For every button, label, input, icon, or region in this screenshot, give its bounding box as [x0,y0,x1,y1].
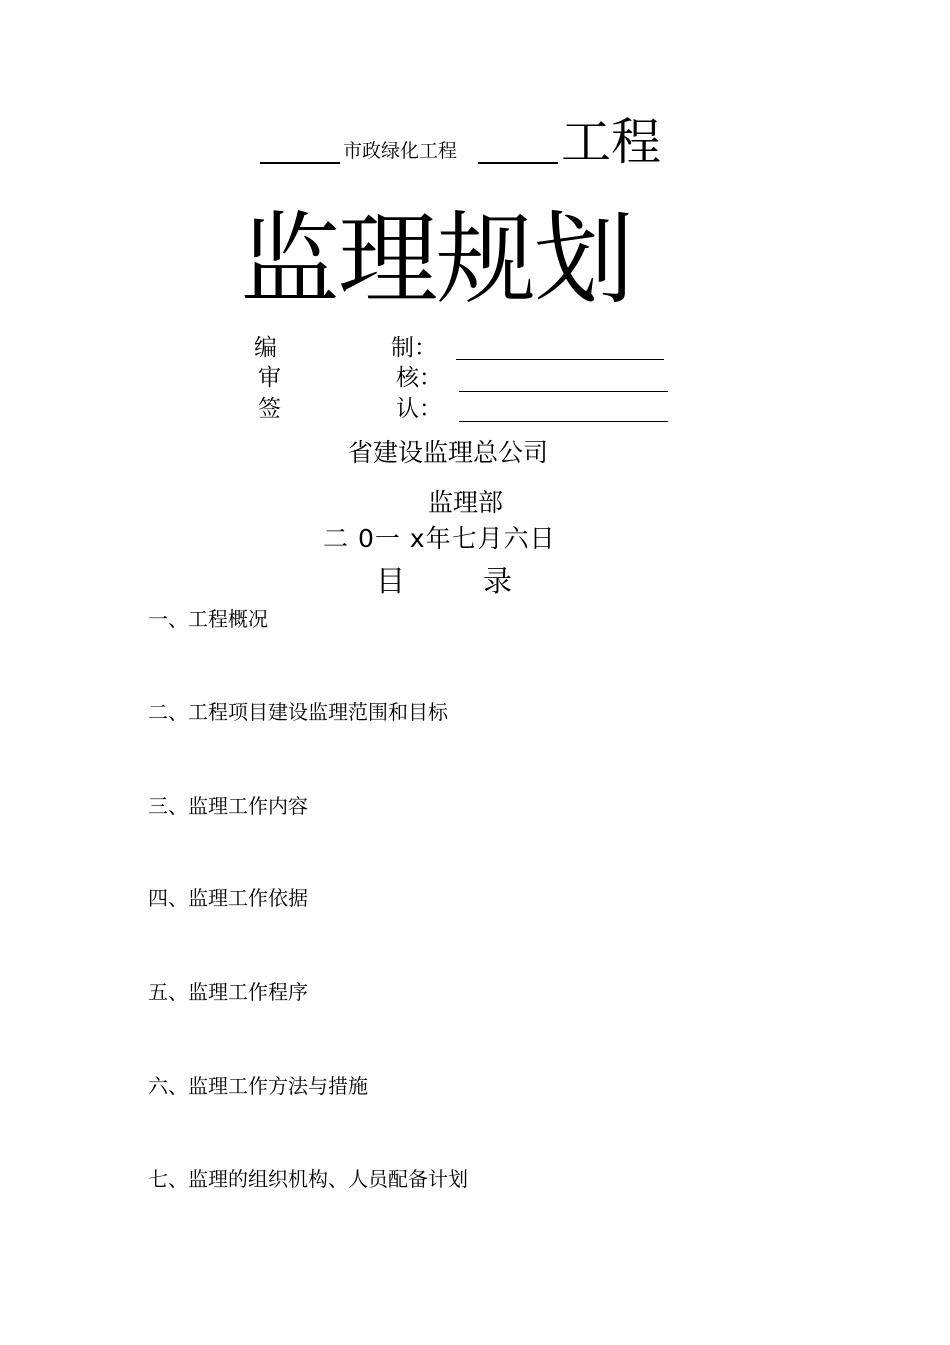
toc-item[interactable]: 一、工程概况 [148,607,268,631]
toc-item[interactable]: 二、工程项目建设监理范围和目标 [148,700,448,724]
signature-line-compile [456,359,664,360]
toc-item[interactable]: 六、监理工作方法与措施 [148,1074,368,1098]
signature-label-b: 制： [391,335,437,361]
signature-label-b: 核： [396,365,442,391]
date: 二 0一 x年七月六日 [323,524,556,553]
toc-title-char-b: 录 [483,564,513,598]
toc-item[interactable]: 七、监理的组织机构、人员配备计划 [148,1167,468,1191]
project-prefix-blank [260,162,340,164]
project-infix-blank [478,162,558,164]
toc-title [376,563,512,599]
project-suffix: 工程 [561,113,661,171]
toc-title-char-a: 目 [376,564,406,598]
signature-label-b: 认： [396,396,442,422]
signature-label-a: 审 [258,365,281,391]
toc-item[interactable]: 五、监理工作程序 [148,980,308,1004]
signature-line-confirm [459,421,668,422]
project-name: 市政绿化工程 [343,140,458,162]
main-title: 监理规划 [240,201,632,318]
signature-label-a: 编 [254,335,277,361]
toc-item[interactable]: 三、监理工作内容 [148,794,308,818]
company-name: 省建设监理总公司 [348,438,549,467]
toc-item[interactable]: 四、监理工作依据 [148,886,308,910]
signature-line-review [459,391,668,392]
department-name: 监理部 [428,488,504,517]
signature-label-a: 签 [258,396,281,422]
